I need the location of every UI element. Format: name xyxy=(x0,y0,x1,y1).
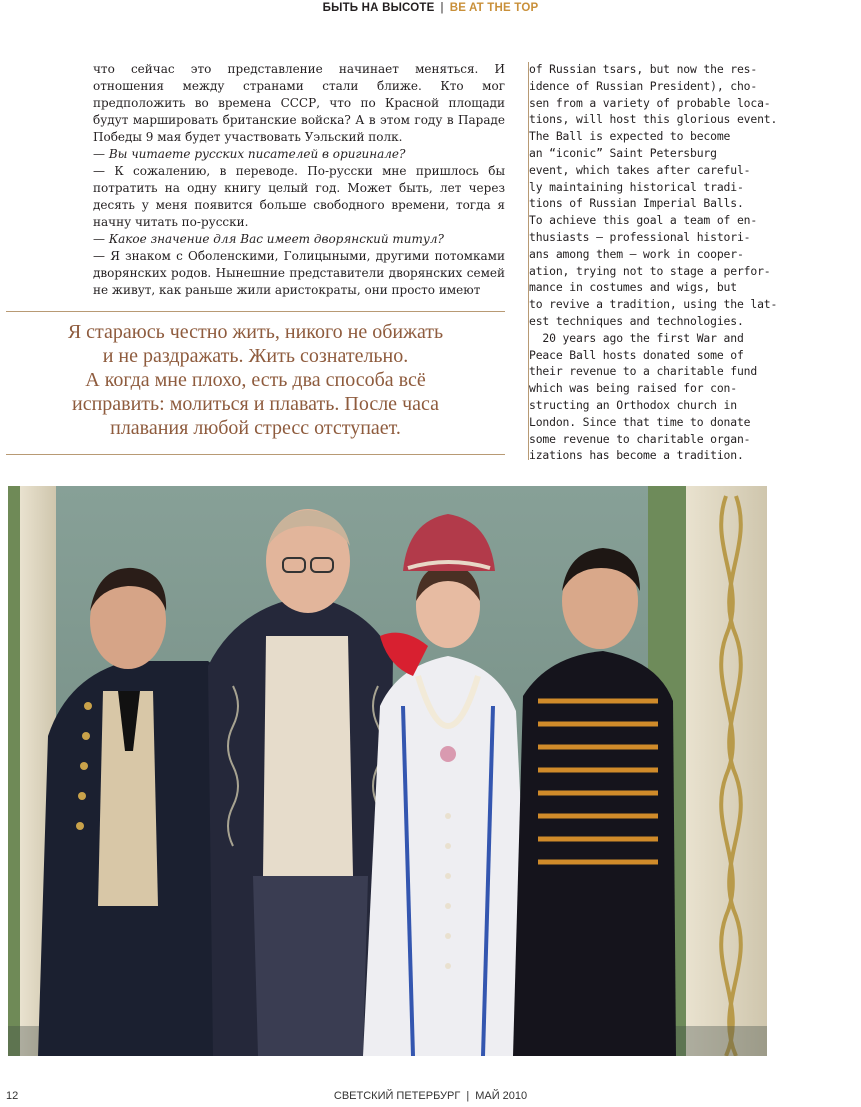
article-column-en xyxy=(529,61,778,464)
text-line: sen from a variety of probable loca- xyxy=(529,95,771,110)
article-column-ru xyxy=(93,61,505,299)
text-line: event, which takes after careful- xyxy=(529,162,751,177)
pull-quote-line: и не раздражать. Жить сознательно. xyxy=(102,345,409,367)
group-photo-illustration xyxy=(8,486,767,1056)
page-footer xyxy=(0,1090,861,1102)
text-line: 20 years ago the first War and xyxy=(529,330,744,345)
section-title-en: BE AT THE TOP xyxy=(449,2,539,14)
text-line: tions of Russian Imperial Balls. xyxy=(529,196,744,211)
text-line: ly maintaining historical tradi- xyxy=(529,179,744,194)
pull-quote-top-rule xyxy=(6,311,505,312)
pull-quote xyxy=(6,320,505,440)
interview-question: — Вы читаете русских писателей в оригинале? xyxy=(93,147,406,161)
text-line: to revive a tradition, using the lat- xyxy=(529,297,778,312)
text-line: izations has become a tradition. xyxy=(529,448,744,463)
section-header xyxy=(0,2,861,14)
text-line: their revenue to a charitable fund xyxy=(529,364,758,379)
text-line: The Ball is expected to become xyxy=(529,129,731,144)
group-photo xyxy=(8,486,767,1056)
pull-quote-bottom-rule xyxy=(6,454,505,455)
text-line: est techniques and technologies. xyxy=(529,313,744,328)
header-separator: | xyxy=(440,2,444,14)
section-title-ru: БЫТЬ НА ВЫСОТЕ xyxy=(322,2,435,14)
pull-quote-line: исправить: молиться и плавать. После часа xyxy=(71,393,439,415)
text-line: of Russian tsars, but now the res- xyxy=(529,62,758,76)
text-line: ation, trying not to stage a perfor- xyxy=(529,263,771,278)
text-line: Peace Ball hosts donated some of xyxy=(529,347,744,362)
pull-quote-line: А когда мне плохо, есть два способа всё xyxy=(85,369,426,391)
text-line: tions, will host this glorious event. xyxy=(529,112,778,127)
pull-quote-line: плавания любой стресс отступает. xyxy=(110,417,401,439)
text-line: some revenue to charitable organ- xyxy=(529,431,751,446)
interview-question: — Какое значение для Вас имеет дворянский титул? xyxy=(93,232,444,246)
text-line: structing an Orthodox church in xyxy=(529,397,737,412)
pull-quote-line: Я стараюсь честно жить, никого не обижать xyxy=(67,321,444,343)
text-line: an “iconic” Saint Petersburg xyxy=(529,145,717,160)
footer-separator: | xyxy=(466,1090,470,1102)
interview-answer: — Я знаком с Оболенскими, Голицыными, другими потомками дворянских родов. Нынешние представители дворянских семей не живут, как раньше жили аристократы, они просто имеют xyxy=(93,249,505,297)
text-line: To achieve this goal a team of en- xyxy=(529,213,758,228)
text-line: which was being raised for con- xyxy=(529,381,737,396)
page-number: 12 xyxy=(6,1090,19,1102)
paragraph: что сейчас это представление начинает меняться. И отношения между странами стали ближе. Кто мог предположить во времена СССР, что по Красной площади будут маршировать британские войска? А в этом году в Параде Победы 9 мая будет участвовать Уэльский полк. xyxy=(93,62,505,144)
text-line: thusiasts – professional histori- xyxy=(529,229,751,244)
text-line: mance in costumes and wigs, but xyxy=(529,280,737,295)
interview-answer: — К сожалению, в переводе. По-русски мне пришлось бы потратить на одну книгу целый год. Может быть, лет через десять у меня появится больше свободного времени, тогда я начну читать по-русски. xyxy=(93,164,505,229)
text-line: idence of Russian President), cho- xyxy=(529,78,758,93)
text-line: London. Since that time to donate xyxy=(529,414,751,429)
magazine-name: СВЕТСКИЙ ПЕТЕРБУРГ xyxy=(333,1090,461,1102)
issue-date: МАЙ 2010 xyxy=(475,1090,528,1102)
text-line: ans among them – work in cooper- xyxy=(529,246,744,261)
